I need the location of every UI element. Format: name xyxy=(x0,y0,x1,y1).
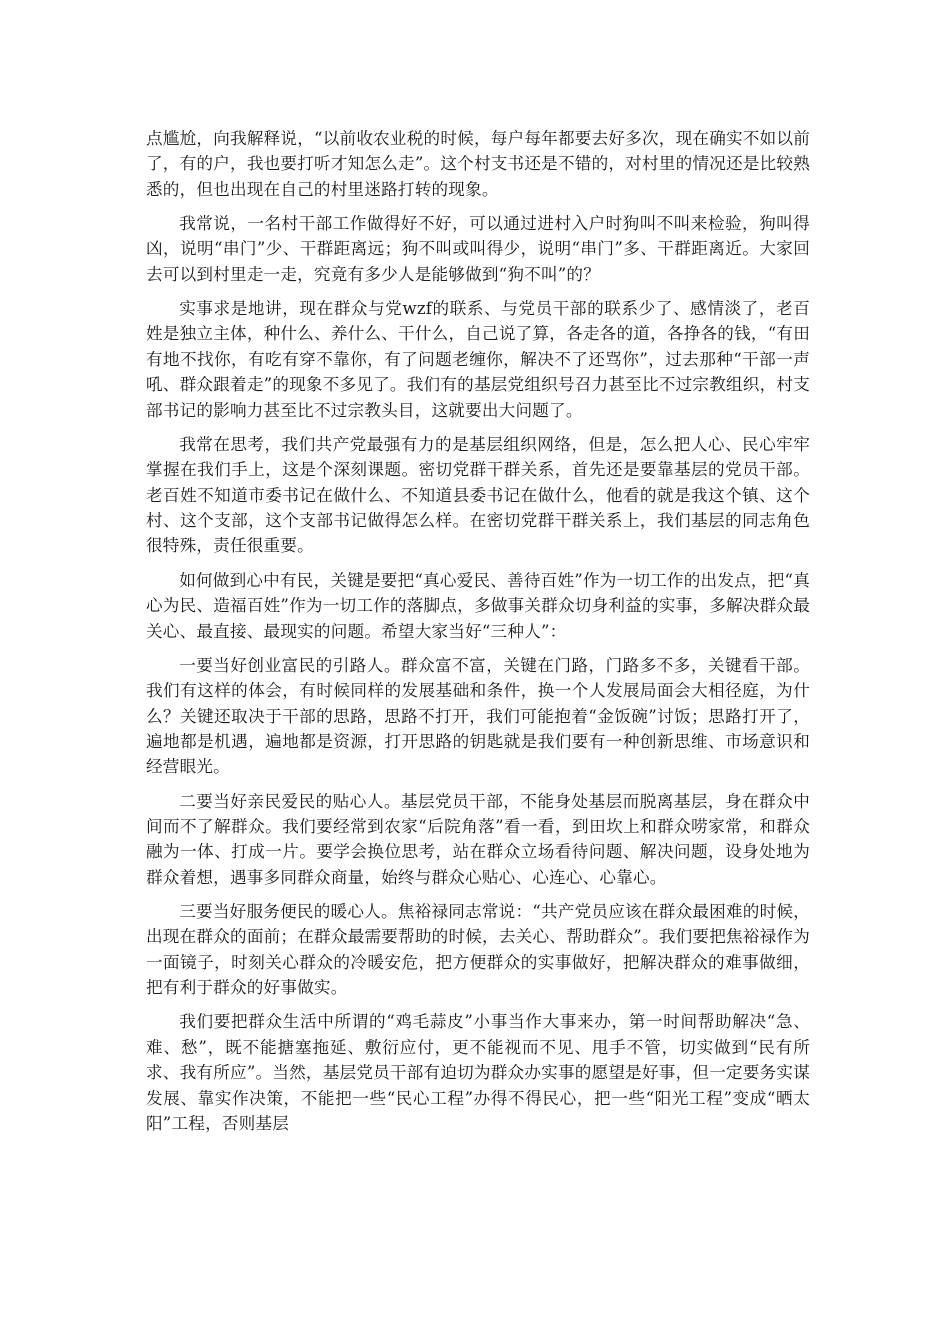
paragraph: 三要当好服务便民的暖心人。焦裕禄同志常说：“共产党员应该在群众最困难的时候，出现在群众的面前；在群众最需要帮助的时候，去关心、帮助群众”。我们要把焦裕禄作为一面镜子，时刻关心群众的冷暖安危，把方便群众的实事做好，把解决群众的难事做细，把有利于群众的好事做实。 xyxy=(146,901,810,998)
document-page xyxy=(146,126,810,1145)
paragraph: 一要当好创业富民的引路人。群众富不富，关键在门路，门路多不多，关键看干部。我们有这样的体会，有时候同样的发展基础和条件，换一个人发展局面会大相径庭，为什么？关键还取决于干部的思路，思路不打开，我们可能抱着“金饭碗”讨饭；思路打开了，遍地都是机遇，遍地都是资源，打开思路的钥匙就是我们要有一种创新思维、市场意识和经营眼光。 xyxy=(146,655,810,777)
paragraph: 点尴尬，向我解释说，“以前收农业税的时候，每户每年都要去好多次，现在确实不如以前了，有的户，我也要打听才知怎么走”。这个村支书还是不错的，对村里的情况还是比较熟悉的，但也出现在自己的村里迷路打转的现象。 xyxy=(146,129,810,199)
paragraph: 二要当好亲民爱民的贴心人。基层党员干部，不能身处基层而脱离基层，身在群众中间而不了解群众。我们要经常到农家“后院角落”看一看，到田坎上和群众唠家常，和群众融为一体、打成一片。要学会换位思考，站在群众立场看待问题、解决问题，设身处地为群众着想，遇事多同群众商量，始终与群众心贴心、心连心、心靠心。 xyxy=(146,791,810,887)
paragraph: 我常在思考，我们共产党最强有力的是基层组织网络，但是，怎么把人心、民心牢牢掌握在我们手上，这是个深刻课题。密切党群干群关系，首先还是要靠基层的党员干部。老百姓不知道市委书记在做什么、不知道县委书记在做什么，他看的就是我这个镇、这个村、这个支部，这个支部书记做得怎么样。在密切党群干群关系上，我们基层的同志角色很特殊，责任很重要。 xyxy=(146,434,810,556)
paragraph: 我常说，一名村干部工作做得好不好，可以通过进村入户时狗叫不叫来检验，狗叫得凶，说明“串门”少、干群距离远；狗不叫或叫得少，说明“串门”多、干群距离近。大家回去可以到村里走一走，究竟有多少人是能够做到“狗不叫”的？ xyxy=(146,214,810,284)
paragraph: 如何做到心中有民，关键是要把“真心爱民、善待百姓”作为一切工作的出发点，把“真心为民、造福百姓”作为一切工作的落脚点，多做事关群众切身利益的实事，多解决群众最关心、最直接、最现实的问题。希望大家当好“三种人”： xyxy=(146,570,810,641)
paragraph: 我们要把群众生活中所谓的“鸡毛蒜皮”小事当作大事来办，第一时间帮助解决“急、难、愁”，既不能搪塞拖延、敷衍应付，更不能视而不见、甩手不管，切实做到“民有所求、我有所应”。当然，基层党员干部有迫切为群众办实事的愿望是好事，但一定要务实谋发展、靠实作决策，不能把一些“民心工程”办得不得民心，把一些“阳光工程”变成“晒太阳”工程，否则基层 xyxy=(146,1012,810,1133)
paragraph: 实事求是地讲，现在群众与党wzf的联系、与党员干部的联系少了、感情淡了，老百姓是独立主体，种什么、养什么、干什么，自己说了算，各走各的道，各挣各的钱，“有田有地不找你，有吃有穿不靠你，有了问题老缠你，解决不了还骂你”，过去那种“干部一声吼、群众跟着走”的现象不多见了。我们有的基层党组织号召力甚至比不过宗教组织，村支部书记的影响力甚至比不过宗教头目，这就要出大问题了。 xyxy=(146,299,810,420)
